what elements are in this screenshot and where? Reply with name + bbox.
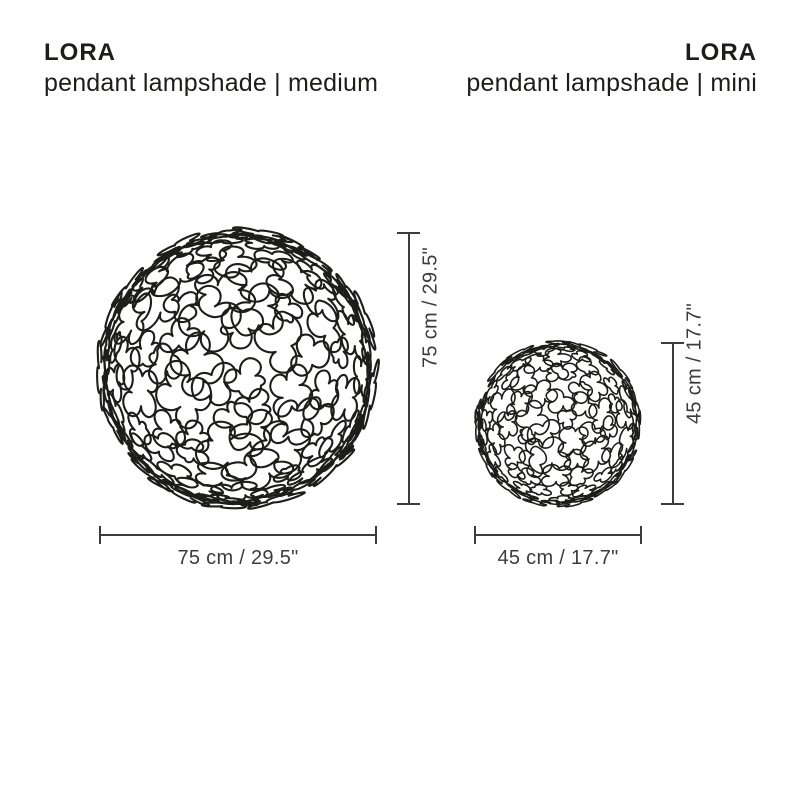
wire-squiggle: [103, 295, 125, 345]
wire-squiggle: [263, 229, 326, 262]
wire-squiggle: [309, 370, 340, 409]
wire-squiggle: [147, 410, 188, 448]
wire-squiggle: [481, 394, 487, 413]
wire-squiggle: [583, 392, 621, 441]
wire-squiggle: [303, 295, 352, 357]
wire-squiggle: [487, 420, 505, 456]
wire-squiggle: [314, 458, 336, 478]
wire-squiggle: [509, 353, 533, 372]
wire-squiggle: [556, 346, 578, 352]
wire-squiggle: [194, 493, 251, 505]
wire-squiggle: [598, 413, 621, 444]
wire-squiggle: [277, 479, 317, 497]
wire-squiggle: [484, 380, 523, 431]
wire-squiggle: [483, 443, 502, 468]
wire-squiggle: [217, 248, 303, 313]
mini-header: [466, 40, 757, 98]
wire-squiggle: [360, 355, 382, 432]
wire-squiggle: [102, 372, 112, 415]
wire-squiggle: [158, 479, 196, 496]
wire-squiggle: [228, 409, 274, 450]
mini-width-dimension-line: [474, 526, 642, 544]
wire-squiggle: [502, 384, 538, 423]
dimension-line: [408, 232, 410, 505]
wire-squiggle: [166, 329, 228, 400]
wire-squiggle: [134, 252, 214, 298]
wire-squiggle: [559, 447, 590, 475]
wire-squiggle: [332, 406, 370, 469]
wire-squiggle: [553, 481, 581, 496]
wire-squiggle: [610, 446, 641, 488]
wire-squiggle: [105, 331, 143, 395]
wire-squiggle: [242, 410, 318, 486]
wire-squiggle: [259, 356, 322, 426]
wire-squiggle: [549, 359, 583, 382]
wire-squiggle: [196, 500, 264, 509]
wire-squiggle: [122, 430, 154, 463]
dimension-tick: [375, 526, 377, 544]
wire-squiggle: [573, 355, 603, 379]
wire-squiggle: [620, 379, 635, 402]
wire-squiggle: [632, 420, 637, 442]
wire-squiggle: [358, 396, 369, 424]
wire-squiggle: [503, 462, 527, 481]
wire-squiggle: [512, 489, 537, 501]
wire-squiggle: [218, 448, 297, 491]
wire-squiggle: [549, 417, 597, 465]
dimension-line: [99, 534, 377, 536]
wire-squiggle: [506, 343, 534, 362]
wire-squiggle: [569, 481, 599, 500]
wire-squiggle: [516, 445, 555, 480]
wire-squiggle: [478, 417, 488, 446]
wire-squiggle: [230, 381, 279, 429]
wire-squiggle: [521, 498, 550, 506]
wire-squiggle: [606, 358, 636, 391]
wire-squiggle: [604, 472, 623, 489]
wire-squiggle: [286, 242, 342, 280]
wire-squiggle: [118, 286, 132, 317]
wire-squiggle: [502, 368, 519, 394]
wire-squiggle: [301, 269, 340, 326]
wire-squiggle: [120, 274, 146, 313]
wire-squiggle: [486, 459, 500, 477]
wire-squiggle: [295, 433, 337, 468]
wire-squiggle: [348, 286, 381, 355]
wire-squiggle: [349, 291, 372, 350]
wire-squiggle: [220, 350, 274, 405]
wire-squiggle: [293, 253, 342, 301]
wire-squiggle: [131, 268, 148, 290]
wire-squiggle: [186, 256, 221, 286]
wire-squiggle: [475, 438, 499, 487]
wire-squiggle: [519, 376, 562, 412]
wire-squiggle: [619, 375, 637, 425]
dimension-tick: [397, 503, 420, 505]
wire-squiggle: [234, 500, 266, 504]
medium-product-name: LORA: [44, 39, 116, 66]
wire-squiggle: [488, 473, 526, 499]
wire-squiggle: [524, 345, 546, 354]
wire-squiggle: [548, 496, 577, 503]
wire-squiggle: [504, 443, 526, 474]
wire-squiggle: [591, 474, 625, 499]
wire-squiggle: [177, 236, 223, 248]
wire-squiggle: [109, 401, 126, 444]
wire-squiggle: [140, 338, 185, 394]
wire-squiggle: [98, 286, 124, 351]
wire-squiggle: [481, 407, 493, 433]
wire-squiggle: [510, 397, 554, 446]
wire-squiggle: [105, 391, 128, 435]
dimension-line: [474, 534, 642, 536]
wire-squiggle: [514, 466, 544, 489]
wire-squiggle: [582, 489, 604, 499]
wire-squiggle: [541, 362, 571, 386]
wire-squiggle: [563, 376, 596, 406]
wire-squiggle: [221, 234, 269, 239]
wire-squiggle: [538, 344, 560, 348]
wire-squiggle: [143, 422, 178, 465]
wire-squiggle: [570, 390, 599, 419]
wire-squiggle: [513, 349, 540, 360]
wire-squiggle: [104, 351, 126, 407]
wire-squiggle: [478, 432, 489, 463]
wire-squiggle: [610, 455, 624, 477]
wire-squiggle: [190, 493, 232, 505]
wire-squiggle: [636, 402, 641, 443]
wire-squiggle: [334, 271, 365, 317]
wire-squiggle: [474, 399, 481, 455]
wire-squiggle: [624, 438, 637, 465]
wire-squiggle: [524, 411, 563, 452]
medium-header: [44, 40, 378, 98]
wire-squiggle: [632, 396, 637, 420]
wire-squiggle: [532, 458, 579, 492]
wire-squiggle: [200, 243, 261, 280]
wire-squiggle: [277, 241, 311, 262]
wire-squiggle: [142, 247, 176, 278]
wire-squiggle: [579, 367, 609, 406]
wire-squiggle: [567, 465, 595, 486]
wire-squiggle: [274, 244, 309, 256]
wire-squiggle: [193, 232, 257, 247]
wire-squiggle: [597, 360, 619, 375]
wire-squiggle: [153, 230, 214, 256]
wire-squiggle: [478, 409, 481, 431]
medium-width-label: 75 cm / 29.5": [177, 547, 299, 569]
wire-squiggle: [474, 394, 481, 427]
wire-squiggle: [331, 297, 371, 372]
wire-squiggle: [515, 426, 579, 484]
wire-squiggle: [522, 352, 555, 374]
wire-squiggle: [274, 463, 302, 486]
wire-squiggle: [568, 349, 592, 363]
wire-squiggle: [192, 229, 248, 240]
wire-squiggle: [572, 431, 619, 477]
wire-squiggle: [367, 352, 372, 379]
wire-squiggle: [515, 426, 536, 448]
wire-squiggle: [106, 263, 145, 319]
medium-width-dimension-line: [99, 526, 377, 544]
wire-squiggle: [339, 416, 367, 463]
mini-product-name: LORA: [685, 39, 757, 66]
wire-squiggle: [253, 255, 333, 307]
wire-squiggle: [512, 480, 535, 498]
wire-squiggle: [507, 363, 547, 396]
wire-squiggle: [324, 268, 347, 299]
wire-squiggle: [565, 345, 594, 354]
wire-squiggle: [618, 454, 631, 474]
wire-squiggle: [150, 357, 218, 433]
wire-squiggle: [478, 432, 484, 449]
wire-squiggle: [140, 470, 218, 513]
wire-squiggle: [493, 466, 509, 484]
product-dimension-sheet: LORA pendant lampshade | medium LORA pendant lampshade | mini 75 cm / 29.5" 75 cm / 29.5" 45 cm / 17.7" 45 cm / 17.7": [0, 0, 800, 800]
wire-squiggle: [484, 378, 501, 407]
wire-squiggle: [627, 385, 637, 407]
dimension-tick: [661, 503, 684, 505]
wire-squiggle: [210, 396, 257, 441]
wire-squiggle: [160, 478, 237, 500]
wire-squiggle: [122, 444, 157, 475]
wire-squiggle: [111, 352, 168, 432]
wire-squiggle: [285, 449, 335, 493]
wire-squiggle: [134, 452, 177, 485]
wire-squiggle: [578, 417, 606, 448]
wire-squiggle: [101, 402, 128, 452]
wire-squiggle: [108, 276, 157, 361]
dimension-line: [672, 342, 674, 505]
wire-squiggle: [104, 328, 111, 363]
wire-squiggle: [121, 255, 181, 305]
wire-squiggle: [590, 480, 611, 497]
mini-width-label: 45 cm / 17.7": [497, 547, 619, 569]
wire-squiggle: [193, 460, 247, 493]
wire-squiggle: [288, 330, 333, 386]
mini-height-dimension-line: [661, 342, 684, 505]
wire-squiggle: [606, 361, 624, 377]
wire-squiggle: [317, 418, 348, 459]
wire-squiggle: [172, 437, 216, 469]
wire-squiggle: [506, 482, 518, 494]
wire-squiggle: [539, 500, 568, 504]
wire-squiggle: [116, 420, 133, 453]
wire-squiggle: [154, 460, 200, 489]
wire-squiggle: [362, 328, 371, 374]
mini-product-subtitle: pendant lampshade | mini: [466, 69, 757, 98]
wire-squiggle: [546, 387, 576, 414]
wire-squiggle: [251, 243, 297, 273]
wire-squiggle: [180, 260, 268, 330]
wire-squiggle: [266, 487, 292, 499]
wire-squiggle: [298, 435, 368, 499]
wire-squiggle: [201, 478, 277, 505]
wire-squiggle: [188, 354, 240, 409]
wire-squiggle: [127, 450, 172, 494]
wire-squiggle: [527, 484, 556, 498]
wire-squiggle: [168, 241, 208, 258]
wire-squiggle: [616, 398, 633, 430]
wire-squiggle: [560, 493, 597, 505]
mini-lampshade-drawing: [474, 339, 641, 510]
wire-squiggle: [120, 269, 193, 338]
wire-squiggle: [605, 392, 624, 413]
wire-squiggle: [492, 403, 524, 446]
wire-squiggle: [614, 417, 639, 465]
wire-squiggle: [480, 389, 489, 409]
wire-squiggle: [183, 413, 277, 489]
medium-height-dimension-line: [397, 232, 420, 505]
wire-squiggle: [128, 328, 164, 371]
wire-squiggle: [331, 274, 361, 336]
wire-squiggle: [228, 283, 284, 335]
wire-squiggle: [251, 484, 285, 501]
wire-squiggle: [216, 303, 266, 352]
wire-squiggle: [333, 279, 356, 307]
medium-lampshade-drawing: [95, 225, 381, 513]
wire-squiggle: [601, 440, 623, 473]
wire-squiggle: [496, 362, 514, 383]
wire-squiggle: [487, 359, 508, 383]
wire-squiggle: [329, 336, 351, 372]
wire-squiggle: [104, 353, 110, 386]
wire-squiggle: [95, 334, 107, 417]
wire-squiggle: [272, 291, 305, 327]
wire-squiggle: [152, 246, 187, 262]
wire-squiggle: [123, 412, 154, 447]
wire-squiggle: [533, 347, 575, 369]
wire-squiggle: [349, 342, 373, 409]
wire-squiggle: [108, 324, 122, 366]
wire-squiggle: [632, 425, 639, 450]
wire-squiggle: [543, 341, 575, 345]
wire-squiggle: [260, 385, 331, 459]
dimension-tick: [640, 526, 642, 544]
wire-squiggle: [522, 492, 538, 500]
wire-squiggle: [553, 495, 598, 509]
wire-squiggle: [246, 233, 289, 249]
wire-squiggle: [592, 354, 608, 364]
wire-squiggle: [567, 339, 607, 358]
wire-squiggle: [297, 397, 338, 437]
wire-squiggle: [161, 291, 199, 325]
wire-squiggle: [632, 387, 640, 427]
wire-squiggle: [156, 313, 204, 365]
wire-squiggle: [317, 444, 344, 475]
wire-squiggle: [588, 352, 603, 359]
wire-squiggle: [594, 466, 612, 488]
wire-squiggle: [192, 238, 242, 263]
wire-squiggle: [488, 375, 496, 387]
wire-squiggle: [326, 361, 366, 437]
wire-squiggle: [243, 492, 310, 509]
wire-squiggle: [175, 281, 245, 358]
wire-squiggle: [341, 410, 363, 444]
wire-squiggle: [602, 373, 622, 396]
wire-squiggle: [174, 416, 214, 457]
wire-squiggle: [236, 236, 283, 252]
wire-squiggle: [363, 369, 373, 409]
medium-product-subtitle: pendant lampshade | medium: [44, 69, 379, 98]
wire-squiggle: [557, 409, 577, 430]
wire-squiggle: [506, 352, 521, 365]
wire-squiggle: [249, 307, 318, 379]
wire-squiggle: [223, 225, 302, 244]
wire-squiggle: [534, 345, 557, 357]
